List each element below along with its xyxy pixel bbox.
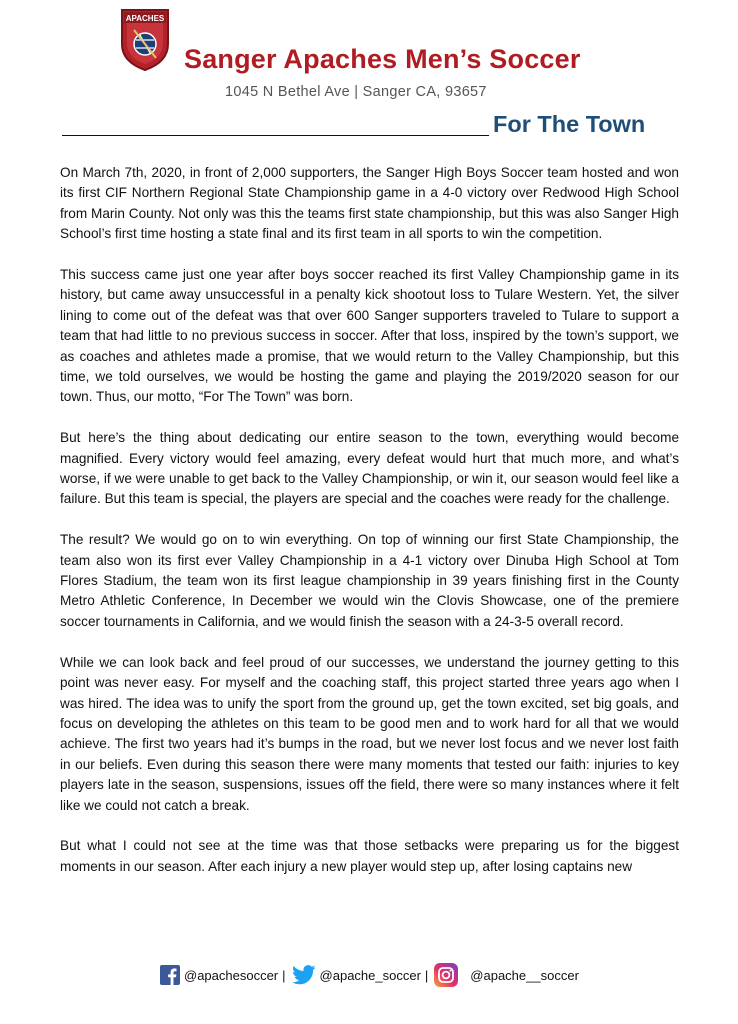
logo-text: APACHES (125, 14, 165, 23)
paragraph: The result? We would go on to win everything. On top of winning our first State Championship, the team also won its first ever Valley Championship in a 4-1 victory over Dinuba High School at Tom Flores Stadium, the team won its first league championship in 39 years finishing first in the County Metro Athletic Conference, In December we would win the Clovis Showcase, one of the premiere soccer tournaments in California, and we would finish the season with a 24-3-5 overall record. (60, 532, 679, 629)
paragraph: But here’s the thing about dedicating our entire season to the town, everything would become magnified. Every victory would feel amazing, every defeat would hurt that much more, and what’s worse, if we were unable to get back to the Valley Championship, or win it, our season would feel like a failure. But this team is special, the players are special and the coaches were ready for the challenge. (60, 430, 679, 507)
facebook-handle[interactable]: @apachesoccer (184, 967, 279, 983)
apaches-logo (118, 6, 172, 72)
paragraph: On March 7th, 2020, in front of 2,000 supporters, the Sanger High Boys Soccer team hosted and won its first CIF Northern Regional State Championship game in a 4-0 victory over Redwood High School from Marin County. Not only was this the teams first state championship, but this was also Sanger High School’s first time hosting a state final and its first team in all sports to win the competition. (60, 165, 679, 242)
twitter-handle[interactable]: @apache_soccer (319, 967, 421, 983)
instagram-handle[interactable]: @apache__soccer (470, 967, 579, 983)
letter-body (60, 163, 679, 898)
instagram-icon[interactable] (434, 963, 458, 987)
paragraph: This success came just one year after boys soccer reached its first Valley Championship game in its history, but came away unsuccessful in a penalty kick shootout loss to Tulare Western. Yet, the silver lining to come out of the defeat was that over 600 Sanger supporters traveled to Tulare to support a team that had little to no previous success in soccer. After that loss, inspired by the town’s support, we as coaches and athletes made a promise, that we would return to the Valley Championship, but this time, we told ourselves, we would be hosting the game and playing the 2019/2020 season for our town. Thus, our motto, “For The Town” was born. (60, 267, 679, 405)
social-footer (160, 961, 579, 989)
motto-heading: For The Town (493, 111, 646, 137)
facebook-icon[interactable] (160, 965, 180, 985)
paragraph: But what I could not see at the time was that those setbacks were preparing us for the biggest moments in our season. After each injury a new player would step up, after losing captains new (60, 838, 679, 874)
page-title: Sanger Apaches Men’s Soccer (184, 44, 581, 74)
paragraph: While we can look back and feel proud of our successes, we understand the journey getting to this point was never easy. For myself and the coaching staff, this project started three years ago when I was hired. The idea was to unify the sport from the ground up, get the town excited, set big goals, and focus on developing the athletes on this team to be good men and to work hard for all that we would achieve. The first two years had it’s bumps in the road, but we never lost focus and we never lost faith in our beliefs. Even during this season there were many moments that tested our faith: injuries to key players late in the season, suspensions, issues off the field, there were so many instances where it felt like we could not catch a break. (60, 654, 679, 813)
address: 1045 N Bethel Ave | Sanger CA, 93657 (225, 84, 487, 100)
separator: | (424, 967, 429, 983)
divider (62, 135, 489, 136)
twitter-icon[interactable] (292, 965, 316, 985)
separator: | (282, 967, 286, 983)
